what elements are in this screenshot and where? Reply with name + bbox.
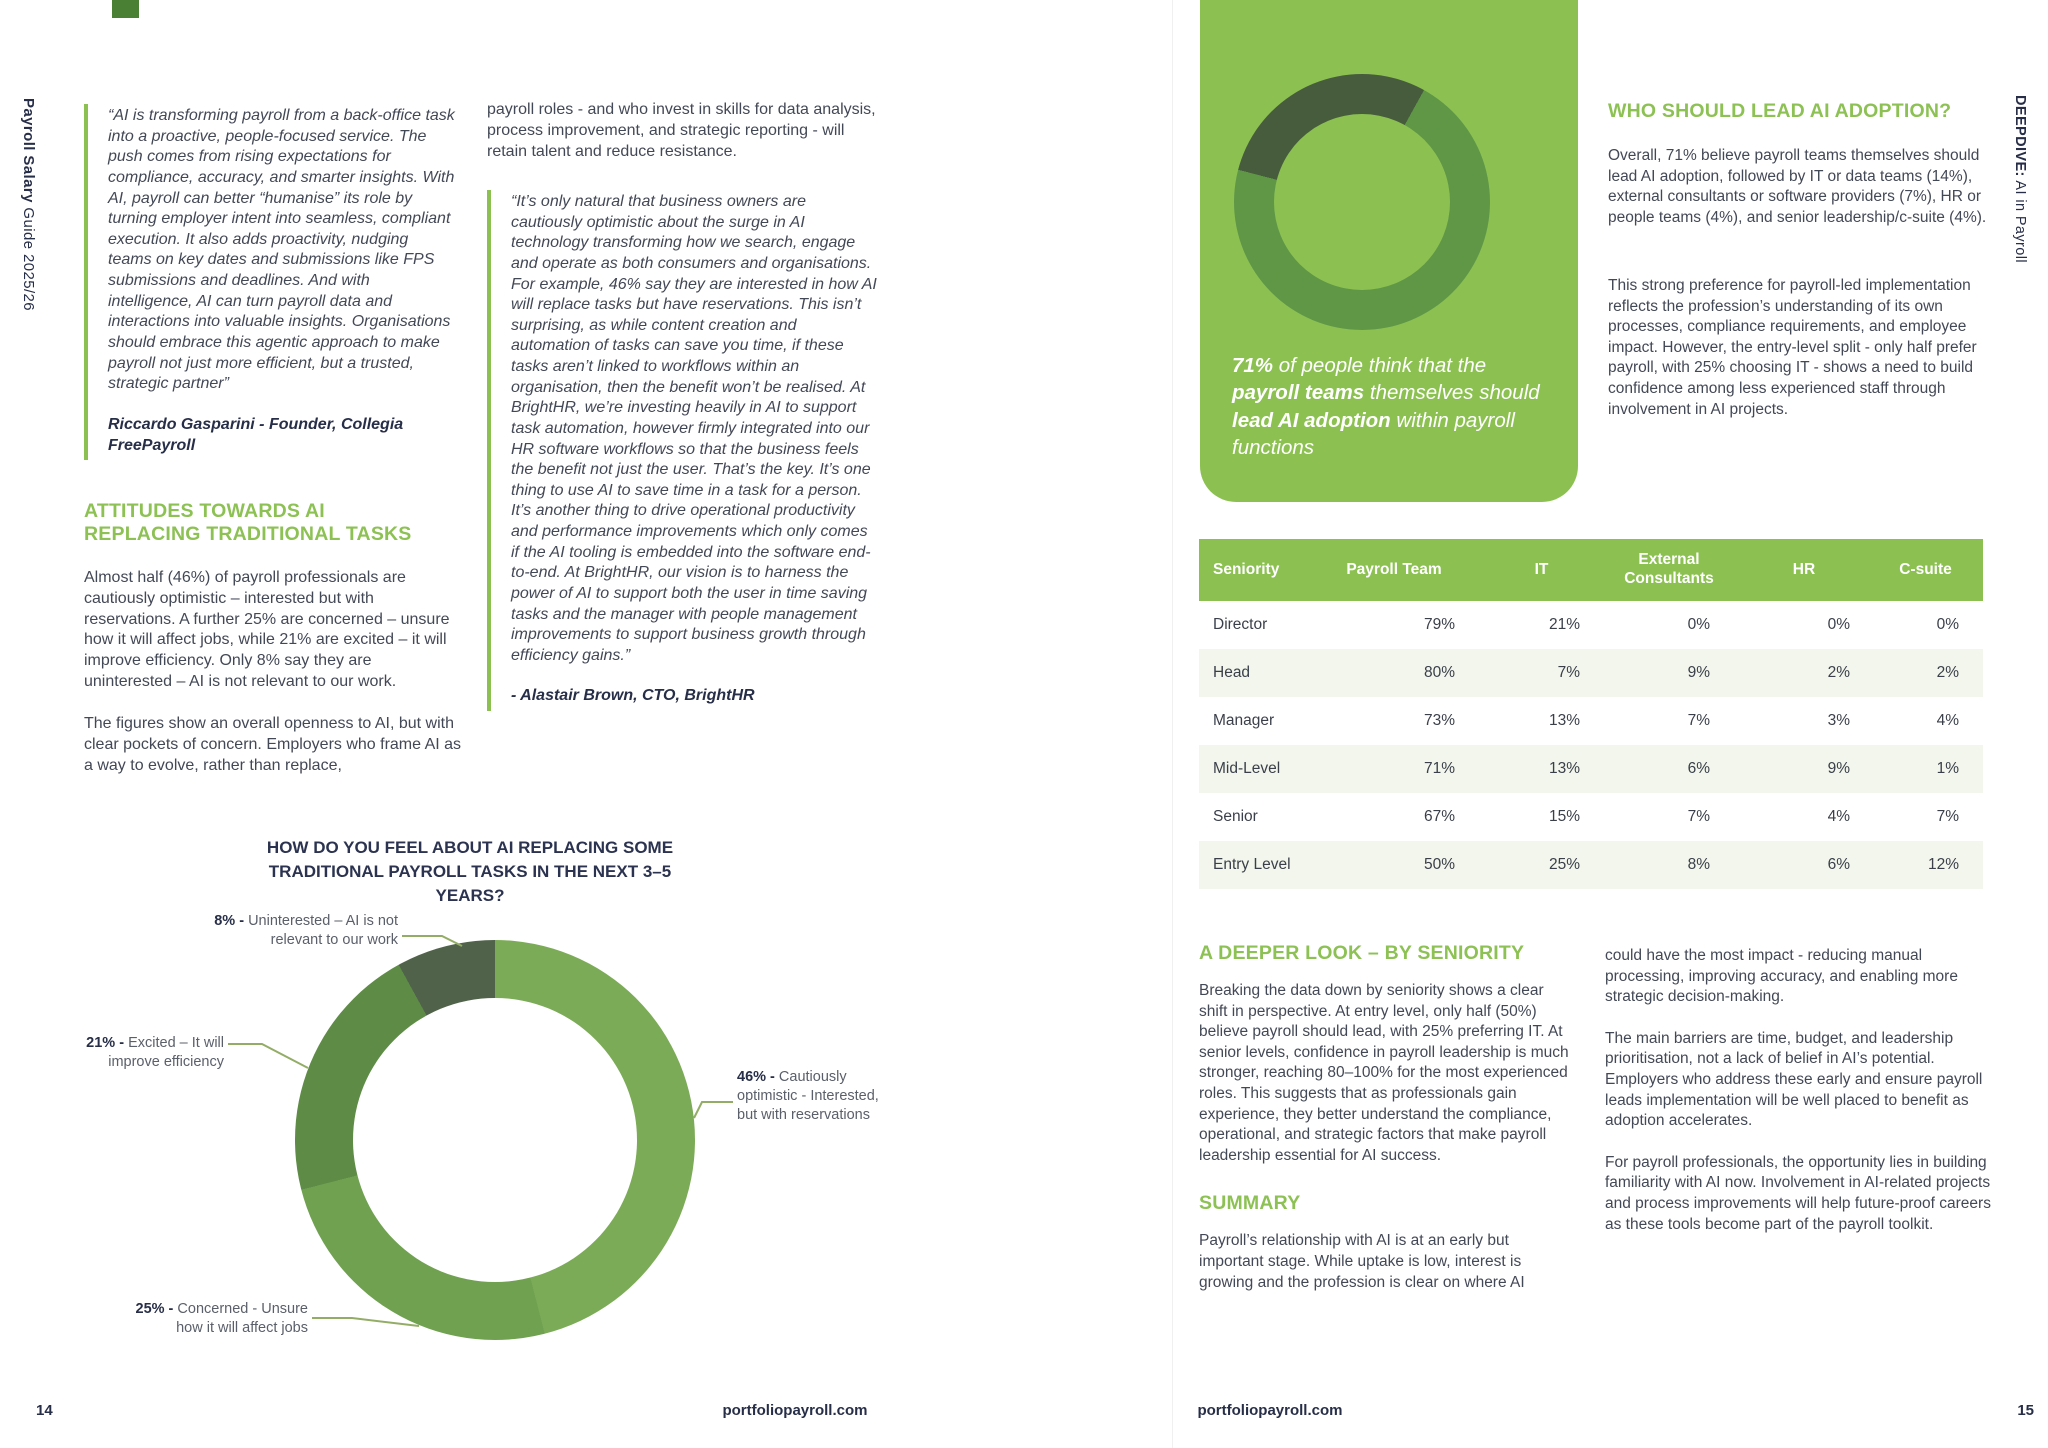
label-uninterested-text: Uninterested – AI is not relevant to our work xyxy=(248,913,398,949)
attitudes-paragraph-1: Almost half (46%) of payroll professionals are cautiously optimistic – interested but with reservations. A further 25% are concerned – unsure how it will affect jobs, while 21% are excited – it will improve efficiency. Only 8% say they are uninterested – AI is not relevant to our work. xyxy=(84,569,450,690)
table-row xyxy=(1199,793,1983,841)
value-cell: 7% xyxy=(1936,808,1959,825)
edge-title-rest: Guide 2025/26 xyxy=(20,202,37,312)
page-number-left: 14 xyxy=(36,1402,53,1419)
label-uninterested xyxy=(180,912,398,950)
attitudes-paragraph-2: The figures show an overall openness to AI, but with clear pockets of concern. Employers who frame AI as a way to evolve, rather than replace, xyxy=(84,715,462,774)
value-cell: 3% xyxy=(1827,712,1850,729)
deeper-look-column xyxy=(1199,942,1573,1293)
label-uninterested-pct: 8% - xyxy=(214,913,249,929)
seniority-cell: Manager xyxy=(1213,712,1275,729)
left-page-edge-title xyxy=(20,98,37,311)
impact-paragraph: could have the most impact - reducing manual processing, improving accuracy, and enabling more strategic decision-making. xyxy=(1605,947,1958,1006)
edge-title-bold: DEEPDIVE: xyxy=(2012,95,2028,177)
table-row xyxy=(1199,601,1983,649)
donut-callout-lines xyxy=(0,880,1048,1448)
barriers-paragraph: The main barriers are time, budget, and leadership prioritisation, not a lack of belief in AI’s potential. Employers who address these early and ensure payroll leads implementation will be well placed to benefit as adoption accelerates. xyxy=(1605,1029,1983,1130)
value-cell: 7% xyxy=(1687,808,1710,825)
stat-box xyxy=(1200,0,1578,502)
value-cell: 8% xyxy=(1604,841,1734,889)
stat-box-text xyxy=(1232,352,1544,462)
value-cell: 7% xyxy=(1687,712,1710,729)
table-header-cell: External Consultants xyxy=(1604,539,1734,601)
value-cell: 0% xyxy=(1936,616,1959,633)
value-cell: 9% xyxy=(1604,649,1734,697)
stat-bold-payroll-teams: payroll teams xyxy=(1232,381,1365,405)
value-cell: 80% xyxy=(1309,649,1479,697)
stat-text-seg: themselves should xyxy=(1364,381,1540,405)
footer-site-link-left[interactable]: portfoliopayroll.com xyxy=(722,1402,868,1419)
section-heading-deeper-look: A DEEPER LOOK – BY SENIORITY xyxy=(1199,942,1525,964)
table-header-cell: HR xyxy=(1734,539,1874,601)
column2-intro-paragraph: payroll roles - and who invest in skills for data analysis, process improvement, and strategic reporting - will retain talent and reduce resistance. xyxy=(487,101,876,160)
quote-alastair-text: “It’s only natural that business owners are cautiously optimistic about the surge in AI technology transforming how we search, engage and operate as both consumers and organisations. For example, 46% say they are interested in how AI will replace tasks but have reservations. This isn’t surprising, as while content creation and automation of tasks can save you time, if these tasks aren’t linked to workflows within an organisation, then the benefit won’t be realised. At BrightHR, we’re investing heavily in AI to support task automation, however firmly integrated into our HR software workflows so that the business feels the benefit not just the user. That’s the key. It’s one thing to use AI to save time in a task for a person. It’s another thing to drive operational productivity and performance improvements which only comes if the AI tooling is embedded into the software end-to-end. At BrightHR, our vision is to harness the power of AI to support both the user in time saving tasks and the manager with people management improvements to support business growth through efficiency gains.” xyxy=(511,193,877,664)
table-header-cell: Seniority xyxy=(1199,539,1309,601)
value-cell: 71% xyxy=(1309,745,1479,793)
value-cell: 13% xyxy=(1548,712,1580,729)
value-cell: 6% xyxy=(1734,841,1874,889)
table-header-cell: C-suite xyxy=(1874,539,1983,601)
value-cell: 67% xyxy=(1423,808,1455,825)
value-cell: 79% xyxy=(1423,616,1455,633)
lead-adoption-donut-chart xyxy=(1234,74,1490,330)
label-concerned-text: Concerned - Unsure how it will affect jobs xyxy=(176,1301,308,1337)
opportunity-paragraph: For payroll professionals, the opportunity lies in building familiarity with AI now. Involvement in AI-related projects and process improvements will help future-proof careers as these tools become part of the payroll toolkit. xyxy=(1605,1153,1991,1233)
value-cell: 7% xyxy=(1479,649,1604,697)
label-concerned xyxy=(128,1300,308,1338)
quote-riccardo-attribution: Riccardo Gasparini - Founder, Collegia FreePayroll xyxy=(108,415,404,454)
summary-paragraph: Payroll’s relationship with AI is at an early but important stage. While uptake is low, interest is growing and the profession is clear on where AI xyxy=(1199,1232,1525,1291)
who-lead-paragraph-1: Overall, 71% believe payroll teams themselves should lead AI adoption, followed by IT or data teams (14%), external consultants or software providers (7%), HR or people teams (4%), and senior leadership/c-suite (4%). xyxy=(1608,147,1987,226)
seniority-cell: Mid-Level xyxy=(1199,745,1309,793)
footer-site-link-right[interactable]: portfoliopayroll.com xyxy=(1197,1402,1343,1419)
heading-line-2: REPLACING TRADITIONAL TASKS xyxy=(84,523,412,545)
quote-alastair xyxy=(487,190,879,711)
table-row xyxy=(1199,841,1983,889)
chart-title-line-1: HOW DO YOU FEEL ABOUT AI REPLACING SOME xyxy=(266,838,674,857)
value-cell: 13% xyxy=(1479,745,1604,793)
value-cell: 2% xyxy=(1734,649,1874,697)
seniority-cell: Entry Level xyxy=(1199,841,1309,889)
value-cell: 50% xyxy=(1309,841,1479,889)
heading-line-1: ATTITUDES TOWARDS AI xyxy=(84,500,325,522)
table-header-cell: IT xyxy=(1479,539,1604,601)
label-excited-text: Excited – It will improve efficiency xyxy=(108,1035,224,1071)
value-cell: 0% xyxy=(1827,616,1850,633)
label-optimistic xyxy=(737,1068,882,1125)
stat-text-seg: within payroll functions xyxy=(1232,408,1515,460)
value-cell: 2% xyxy=(1874,649,1983,697)
label-concerned-pct: 25% - xyxy=(135,1301,178,1317)
seniority-cell: Director xyxy=(1213,616,1268,633)
quote-riccardo xyxy=(84,104,456,460)
stat-text-seg: of people think that the xyxy=(1273,354,1487,377)
stat-bold-lead-ai: lead AI adoption xyxy=(1232,408,1391,432)
table-row xyxy=(1199,745,1983,793)
edge-title-bold: Payroll Salary xyxy=(20,98,37,203)
seniority-table-body xyxy=(1199,601,1983,889)
section-heading-who-lead: WHO SHOULD LEAD AI ADOPTION? xyxy=(1608,100,1952,122)
table-header-row xyxy=(1199,539,1983,601)
page-gutter-divider xyxy=(1172,0,1173,1448)
section-heading-summary: SUMMARY xyxy=(1199,1192,1301,1215)
label-optimistic-text: Cautiously optimistic - Interested, but with reservations xyxy=(737,1069,879,1124)
label-excited xyxy=(58,1034,224,1072)
donut-hole xyxy=(1274,114,1450,290)
seniority-table xyxy=(1199,539,1983,889)
page-corner-mark xyxy=(112,0,139,18)
page-number-right: 15 xyxy=(2017,1402,2034,1419)
value-cell: 12% xyxy=(1874,841,1983,889)
seniority-cell: Senior xyxy=(1213,808,1258,825)
table-header-cell: Payroll Team xyxy=(1309,539,1479,601)
value-cell: 4% xyxy=(1827,808,1850,825)
value-cell: 9% xyxy=(1734,745,1874,793)
value-cell: 0% xyxy=(1687,616,1710,633)
table-row xyxy=(1199,697,1983,745)
edge-title-rest: AI in Payroll xyxy=(2012,176,2028,263)
stat-bold-71: 71% xyxy=(1232,354,1274,377)
value-cell: 73% xyxy=(1423,712,1455,729)
value-cell: 6% xyxy=(1604,745,1734,793)
value-cell: 21% xyxy=(1548,616,1580,633)
right-bottom-column xyxy=(1605,946,2001,1235)
quote-riccardo-text: “AI is transforming payroll from a back-office task into a proactive, people-focused service. The push comes from rising expectations for compliance, accuracy, and smarter insights. With AI, payroll can better “humanise” its role by turning employer intent into seamless, compliant execution. It also adds proactivity, nudging teams on key dates and submissions like FPS submissions and deadlines. And with intelligence, AI can turn payroll data and interactions into valuable insights. Organisations should embrace this agentic approach to make payroll not just more efficient, but a trusted, strategic partner” xyxy=(108,107,455,393)
right-page-edge-title xyxy=(2012,95,2028,263)
who-lead-paragraph-2: This strong preference for payroll-led implementation reflects the profession’s understanding of its own processes, compliance requirements, and employee impact. However, the entry-level split - only half prefer payroll, with 25% choosing IT - shows a need to build confidence among less experienced staff through involvement in AI projects. xyxy=(1608,277,1977,418)
section-heading-attitudes xyxy=(84,500,484,546)
label-excited-pct: 21% - xyxy=(86,1035,129,1051)
value-cell: 1% xyxy=(1874,745,1983,793)
label-optimistic-pct: 46% - xyxy=(737,1069,779,1085)
seniority-cell: Head xyxy=(1199,649,1309,697)
chart-title-line-2: TRADITIONAL PAYROLL TASKS IN THE NEXT 3–5 YEARS? xyxy=(268,861,672,905)
value-cell: 25% xyxy=(1479,841,1604,889)
value-cell: 15% xyxy=(1548,808,1580,825)
value-cell: 4% xyxy=(1936,712,1959,729)
deeper-look-paragraph: Breaking the data down by seniority shows a clear shift in perspective. At entry level, only half (50%) believe payroll should lead, with 25% preferring IT. At senior levels, confidence in payroll leadership is much stronger, reaching 80–100% for the most experienced roles. This suggests that as professionals gain experience, they better understand the compliance, operational, and strategic factors that make payroll leadership essential for AI success. xyxy=(1199,982,1569,1164)
table-row xyxy=(1199,649,1983,697)
quote-alastair-attribution: - Alastair Brown, CTO, BrightHR xyxy=(511,687,755,705)
